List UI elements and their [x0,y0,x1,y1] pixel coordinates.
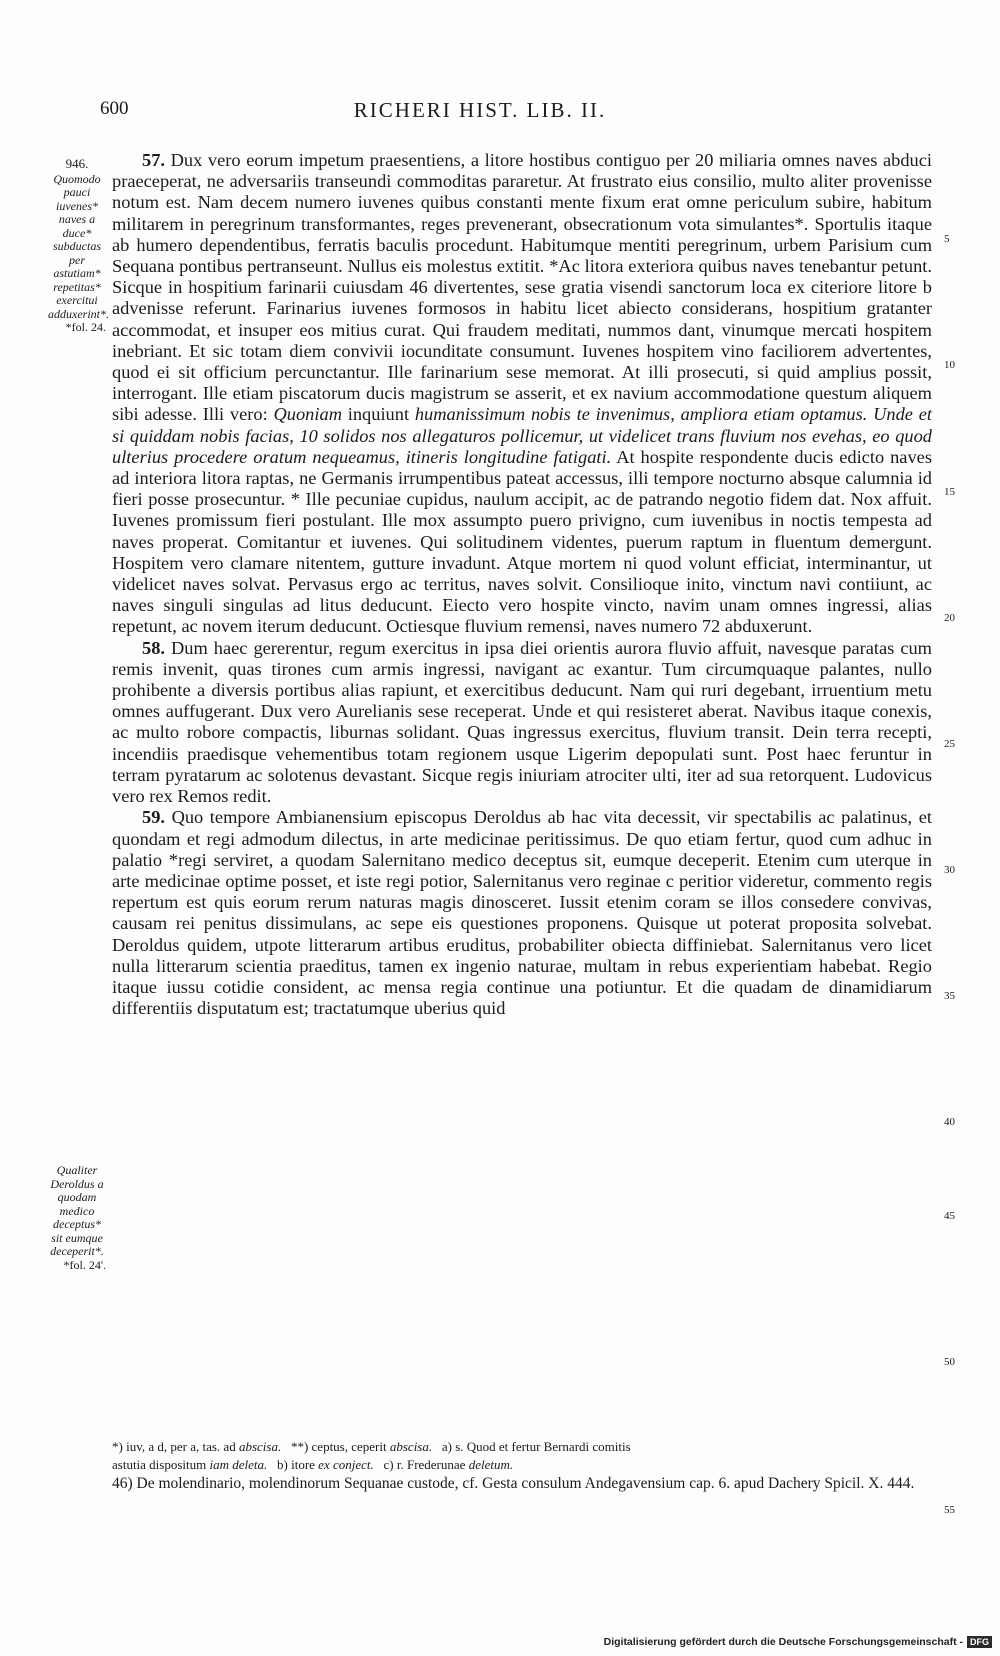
paragraph-number: 58. [142,637,165,658]
footnote-line-2 [112,1456,932,1474]
line-number: 35 [944,990,955,1002]
paragraph-57-text-b: inquiunt [347,404,410,425]
paragraph-58 [112,638,932,808]
footnote-f2a-italic: iam deleta. [209,1457,268,1472]
line-number: 30 [944,864,955,876]
margin-note-2 [48,1164,106,1272]
line-number: 5 [944,233,950,245]
paragraph-59 [112,807,932,1019]
footnotes [112,1438,932,1494]
paragraph-57 [112,150,932,638]
paragraph-58-text: Dum haec gererentur, regum exercitus in ipsa diei orientis aurora fluvio affuit, navesque paratas cum remis invenit, quas tirones cum armis ingressi, navigant ac exantur. Tum circumquaque palantes, nullo prohibente a diversis portibus alias rapiunt, et exercitibus deducunt. Nam qui ruri degebant, irruentium metu omnes auffugerant. Dux vero Aurelianis sese receperat. Unde et qui resisteret aberat. Navibus itaque conexis, ac multo robore compactis, liburnas solidant. Quas ingressus exercitus, fluvium transit. Dein terra recepti, incendiis praedisque vehementibus totam regionem usque Ligerim depopulati sunt. Post haec feruntur in terram pyratarum ac solotenus devastant. Sicque regis iniuriam atrociter ulti, iter ad sua retorquent. Ludovicus vero rex Remos redit. [112,637,932,807]
footnote-line-1 [112,1438,932,1456]
footnote-f2c-italic: deletum. [468,1457,514,1472]
line-number: 10 [944,359,955,371]
page-header [100,98,860,128]
footnote-f2a: astutia dispositum [112,1457,207,1472]
paragraph-57-text-c: At hospite respondente ducis edicto naves ad interiora litora raptas, ne Germanis irrumpentibus pateat accessus, illi tempore nocturno absque calumnia id fieri posse prosecuntur. * Ille pecuniae cupidus, naulum accipit, ac de patrando negotio fidem dat. Nox affuit. Iuvenes promissum fieri postulant. Ille mox assumpto puero privigno, cum iuvenibus in noctis tempesta ad naves properat. Comitantur et iuvenes. Qui solitudinem videntes, puerum raptum in fluentum demergunt. Hospitem vero clamare nitentem, gutture invadunt. Atque mortem ni quod volunt efficiat, interminantur, ut videlicet naves solvat. Pervasus ergo ac territus, naves solvit. Consilioque inito, vinctum navi contiiunt, ac naves singuli singulas ad litus deducunt. Eiecto vero hospite vincto, navim unam omnes ingressi, alias repetunt, ac novem iterum deducunt. Octiesque fluvium remensi, naves numero 72 abduxerunt. [112,446,932,637]
footnote-f1b: **) ceptus, ceperit [290,1439,387,1454]
paragraph-59-text: Quo tempore Ambianensium episcopus Deroldus ab hac vita decessit, vir spectabilis ac palatinus, et quondam et regi admodum dilectus, in arte medicinae peritissimus. De quo etiam fertur, quod cum adhuc in palatio *regi serviret, a quodam Salernitano medico deceptus sit, eumque deceperit. Etenim cum uterque in arte medicinae optime posset, et iste regi potior, Salernitanus vero reginae c peritior videretur, commento regis repertum est quis eorum rerum naturas magis dinosceret. Iussit etenim coram se illos consedere convivas, causam rei penitus dissimulans, ac sepe eis questiones proponens. Quisque ut poterat proposita solvebat. Deroldus quidem, utpote litterarum artibus eruditus, probabiliter obiecta diffiniebat. Salernitanus vero licet nulla litterarum scientia praeditus, tamen ex ingenio naturae, multam in rebus experientiam habebat. Regio itaque iussu cotidie consident, ac mensa regia continue una potiuntur. Et die quadam de dinamidiarum differentiis disputatum est; tractatumque uberius quid [112,807,932,1019]
main-text [112,150,932,1019]
footnote-f1b-italic: abscisa. [389,1439,433,1454]
footnote-f1a-italic: abscisa. [238,1439,282,1454]
footnote-f2b-italic: ex conject. [318,1457,374,1472]
margin-note-2-fol: *fol. 24'. [63,1257,106,1272]
paragraph-number: 59. [142,807,165,828]
line-number: 25 [944,738,955,750]
margin-note-1-fol: *fol. 24. [65,320,106,334]
footnote-f1a: *) iuv, a d, per a, tas. ad [112,1439,236,1454]
margin-note-1 [48,156,109,335]
digitization-credit [604,1636,992,1648]
margin-year: 946. [65,156,89,171]
paragraph-number: 57. [142,150,165,170]
line-number: 15 [944,486,955,498]
line-number: 20 [944,612,955,624]
margin-note-2-text: Qualiter Deroldus a quodam medico deceptus* sit eumque deceperit*. [50,1163,104,1258]
paragraph-57-text-a: Dux vero eorum impetum praesentiens, a litore hostibus contiguo per 20 miliaria omnes naves abduci praeceperat, ne adversariis transeundi commoditas pararetur. At frustrato eius consilio, multo aliter provenisse notum est. Nam decem numero iuvenes quibus constanti mente fixum erat omne periculum subire, habitum militarem in peregrinum transformantes, reges prevenerant, obsecrationum vota simulantes*. Sportulis itaque ab humero dependentibus, ferratis baculis procedunt. Habitumque mentiti peregrinum, urbem Parisium cum Sequana pontibus pertranseunt. Nullus eis molestus extitit. *Ac litora exteriora quibus naves tenebantur petunt. Sicque in hospitium farinarii cuiusdam 46 divertentes, sese gratia visendi sanctorum loca ex citeriore litore b advenisse referunt. Farinarius iuvenes formosos in habitu licet abiecto considerans, hospitium gratanter accommodat, et insuper eos mitius curat. Qui fraudem meditati, nummos dant, vinumque mercati hospitem inebriant. Et sic totam diem convivii iocunditate consumunt. Iuvenes hospitem vino faciliorem advertentes, quod ei sit officium percunctantur. Ille farinarium sese memorat. At illi prosecuti, si quid amplius possit, interrogant. Ille etiam piscatorum ducis magistrum se asserit, et ex navium accommodatione questum aliquem sibi adesse. Illi vero: [112,150,932,425]
line-number: 50 [944,1356,955,1368]
line-number: 45 [944,1210,955,1222]
footnote-f1c: a) s. Quod et fertur Bernardi comitis [441,1439,631,1454]
line-number: 55 [944,1504,955,1516]
credit-text: Digitalisierung gefördert durch die Deutsche Forschungsgemeinschaft - [603,1636,963,1648]
margin-note-1-text: Quomodo pauci iuvenes* naves a duce* subductas per astutiam* repetitas* exercitui adduxerint*. [48,171,109,321]
running-title: RICHERI HIST. LIB. II. [353,98,607,122]
footnote-f2b: b) itore [277,1457,315,1472]
dfg-logo-icon: DFG [967,1636,992,1648]
page-number: 600 [100,98,129,119]
footnote-f2c: c) r. Frederunae [383,1457,466,1472]
paragraph-57-italic-2: humanissimum nobis te invenimus, ampliora etiam optamus. Unde et si quiddam nobis facias, 10 solidos nos allegaturos pollicemur, ut videlicet trans fluvium nos evehas, eo quod ulterius procedere oratum nequeamus, itineris longitudine fatigati. [112,404,932,467]
paragraph-57-italic-1: Quoniam [273,404,342,425]
footnote-46: 46) De molendinario, molendinorum Sequanae custode, cf. Gesta consulum Andegavensium cap. 6. apud Dachery Spicil. X. 444. [112,1475,915,1492]
line-number: 40 [944,1116,955,1128]
